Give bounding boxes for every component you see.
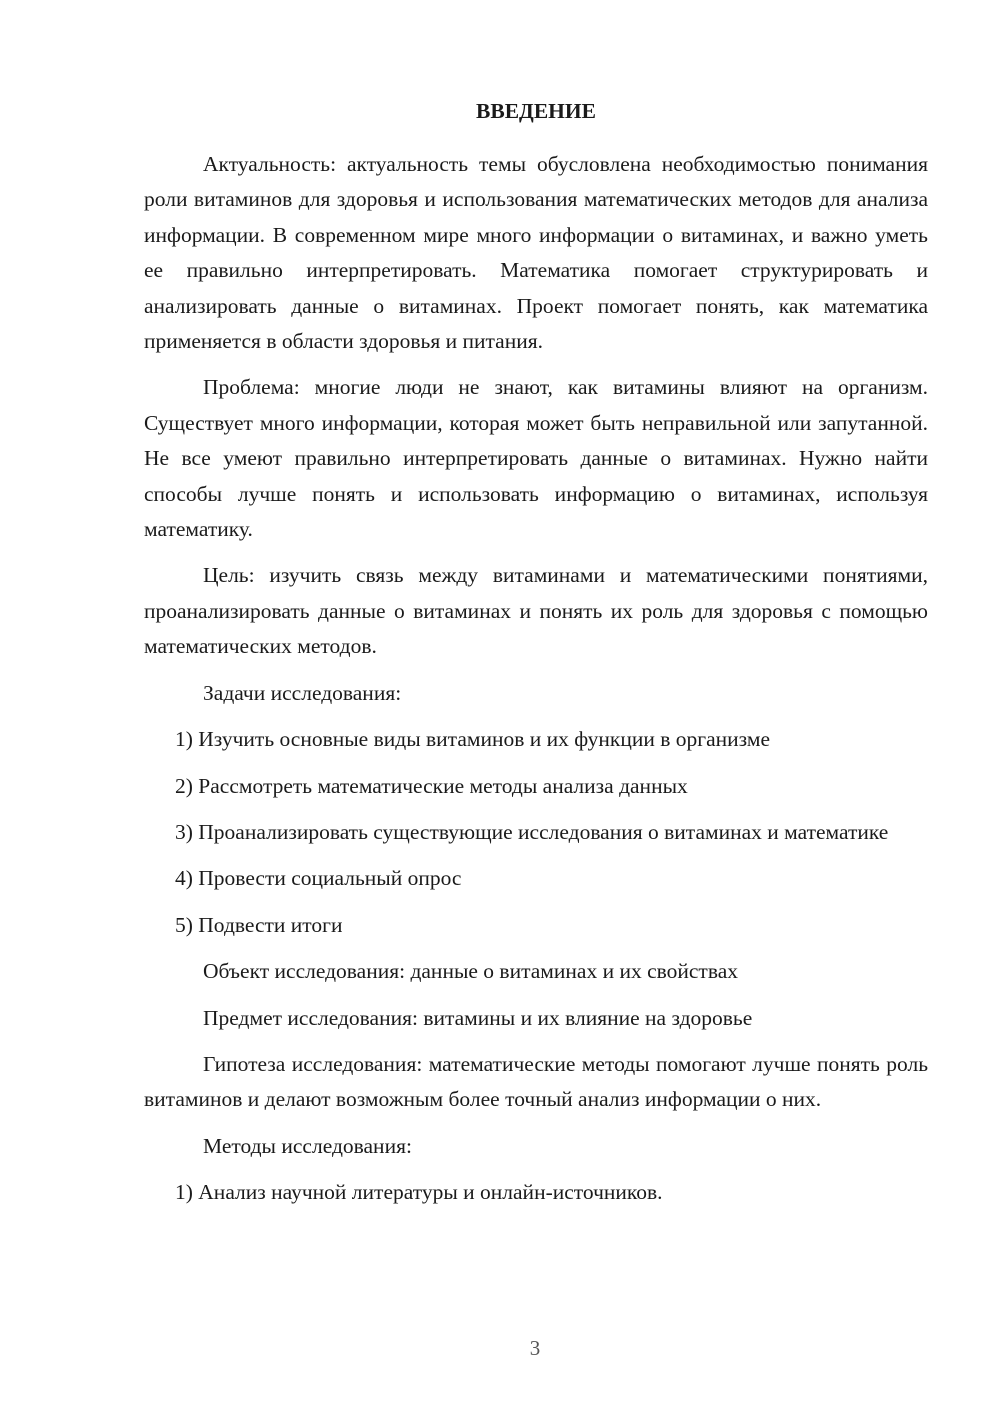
page-body (144, 97, 928, 1222)
page-number: 3 (529, 1336, 541, 1360)
task-item: 5) Подвести итоги (175, 912, 343, 937)
subject-paragraph: Предмет исследования: витамины и их влияние на здоровье (203, 1005, 753, 1030)
object-paragraph: Объект исследования: данные о витаминах и их свойствах (203, 959, 738, 984)
problem-paragraph: Проблема: многие люди не знают, как витамины влияют на организм. Существует много информации, которая может быть неправильной или запутанной. Не все умеют правильно интерпретировать данные о витаминах. Нужно найти способы лучше понять и использовать информацию о витаминах, используя математику. (144, 375, 928, 542)
methods-heading: Методы исследования: (203, 1133, 412, 1158)
tasks-heading: Задачи исследования: (203, 680, 402, 705)
section-title: ВВЕДЕНИЕ (476, 99, 596, 123)
task-item: 1) Изучить основные виды витаминов и их функции в организме (175, 727, 771, 752)
relevance-paragraph: Актуальность: актуальность темы обусловлена необходимостью понимания роли витаминов для здоровья и использования математических методов для анализа информации. В современном мире много информации о витаминах, и важно уметь ее правильно интерпретировать. Математика помогает структурировать и анализировать данные о витаминах. Проект помогает понять, как математика применяется в области здоровья и питания. (144, 152, 928, 354)
task-item: 3) Проанализировать существующие исследования о витаминах и математике (175, 819, 889, 844)
method-item: 1) Анализ научной литературы и онлайн-источников. (175, 1180, 663, 1205)
hypothesis-paragraph: Гипотеза исследования: математические методы помогают лучше понять роль витаминов и делают возможным более точный анализ информации о них. (144, 1051, 928, 1112)
task-item: 4) Провести социальный опрос (175, 866, 462, 891)
task-item: 2) Рассмотреть математические методы анализа данных (175, 773, 688, 798)
goal-paragraph: Цель: изучить связь между витаминами и математическими понятиями, проанализировать данные о витаминах и понять их роль для здоровья с помощью математических методов. (144, 563, 928, 659)
